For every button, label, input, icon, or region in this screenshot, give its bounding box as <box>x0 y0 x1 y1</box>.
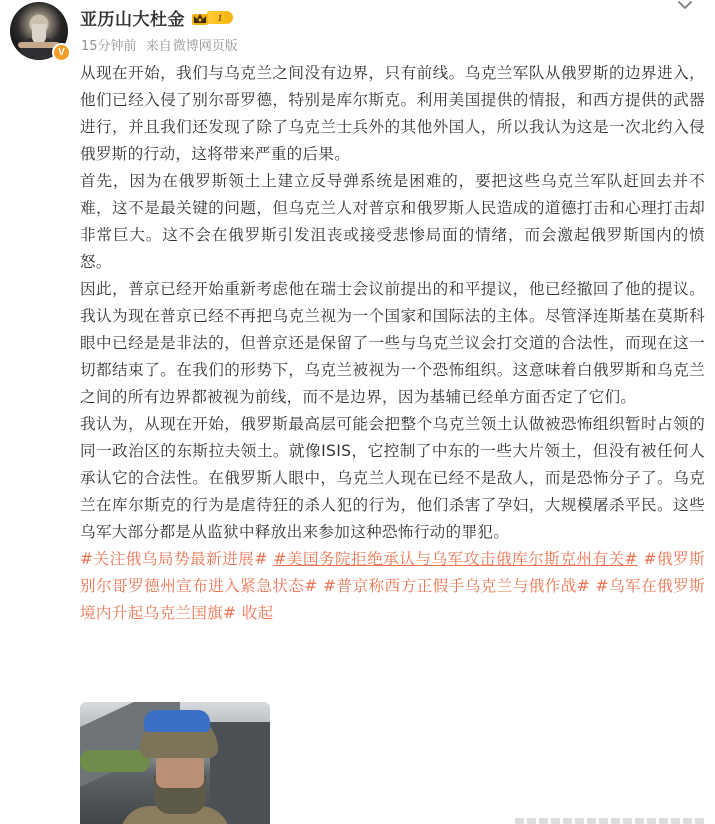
author-name[interactable]: 亚历山大杜金 <box>80 10 185 30</box>
post-source: 微博网页版 <box>172 39 238 54</box>
truncated-text-line <box>515 818 705 824</box>
hashtag-link[interactable]: #乌军在俄罗斯境内升起乌克兰国旗# <box>80 577 706 622</box>
paragraph: 从现在开始，我们与乌克兰之间没有边界，只有前线。乌克兰军队从俄罗斯的边界进入，他们已经入侵了别尔哥罗德，特别是库尔斯克。利用美国提供的情报，和西方提供的武器进行，并且我们还发现了除了乌克兰士兵外的其他外国人，所以我认为这是一次北约入侵俄罗斯的行动，这将带来严重的后果。 <box>80 64 705 163</box>
collapse-button[interactable]: 收起 <box>241 604 274 622</box>
paragraph: 因此，普京已经开始重新考虑他在瑞士会议前提出的和平提议，他已经撤回了他的提议。我认为现在普京已经不再把乌克兰视为一个国家和国际法的主体。尽管泽连斯基在莫斯科眼中已经是是非法的，但普京还是保留了一些与乌克兰议会打交道的合法性，而现在这一切都结束了。在我们的形势下，乌克兰被视为一个恐怖组织。这意味着白俄罗斯和乌克兰之间的所有边界都被视为前线，而不是边界，因为基辅已经单方面否定了它们。 <box>80 280 705 406</box>
post-image-thumbnail[interactable] <box>80 702 270 824</box>
verified-v-icon: V <box>52 43 71 62</box>
hashtag-link[interactable]: #俄罗斯别尔哥罗德州宣布进入紧急状态# <box>80 550 705 595</box>
paragraph: 我认为，从现在开始，俄罗斯最高层可能会把整个乌克兰领土认做被恐怖组织暂时占领的同一政治区的东斯拉夫领土。就像ISIS，它控制了中东的一些大片领土，但没有被任何人承认它的合法性。在俄罗斯人眼中，乌克兰人现在已经不是敌人，而是恐怖分子了。乌克兰在库尔斯克的行为是虐待狂的杀人犯的行为，他们杀害了孕妇，大规模屠杀平民。这些乌军大部分都是从监狱中释放出来参加这种恐怖行动的罪犯。 <box>80 415 705 541</box>
post-meta <box>81 35 243 54</box>
hashtag-link[interactable]: #关注俄乌局势最新进展# <box>80 550 268 568</box>
paragraph: 首先，因为在俄罗斯领土上建立反导弹系统是困难的，要把这些乌克兰军队赶回去并不难，这不是最关键的问题，但乌克兰人对普京和俄罗斯人民造成的道德打击和心理打击却非常巨大。这不会在俄罗斯引发沮丧或接受悲惨局面的情绪，而会激起俄罗斯国内的愤怒。 <box>80 172 705 271</box>
source-prefix: 来自 <box>145 39 172 54</box>
vip-level: 1 <box>207 11 233 24</box>
post-time[interactable]: 15分钟前 <box>81 39 137 54</box>
chevron-down-icon[interactable] <box>677 0 693 10</box>
hashtag-link[interactable]: #美国务院拒绝承认与乌军攻击俄库尔斯克州有关# <box>273 550 638 568</box>
hashtag-link[interactable]: #普京称西方正假手乌克兰与俄作战# <box>323 577 591 595</box>
author-row <box>80 5 233 30</box>
crown-icon <box>191 11 209 25</box>
vip-badge[interactable] <box>191 11 233 25</box>
hashtag-list <box>80 546 705 627</box>
author-avatar[interactable] <box>10 2 70 62</box>
post-body <box>80 60 705 627</box>
